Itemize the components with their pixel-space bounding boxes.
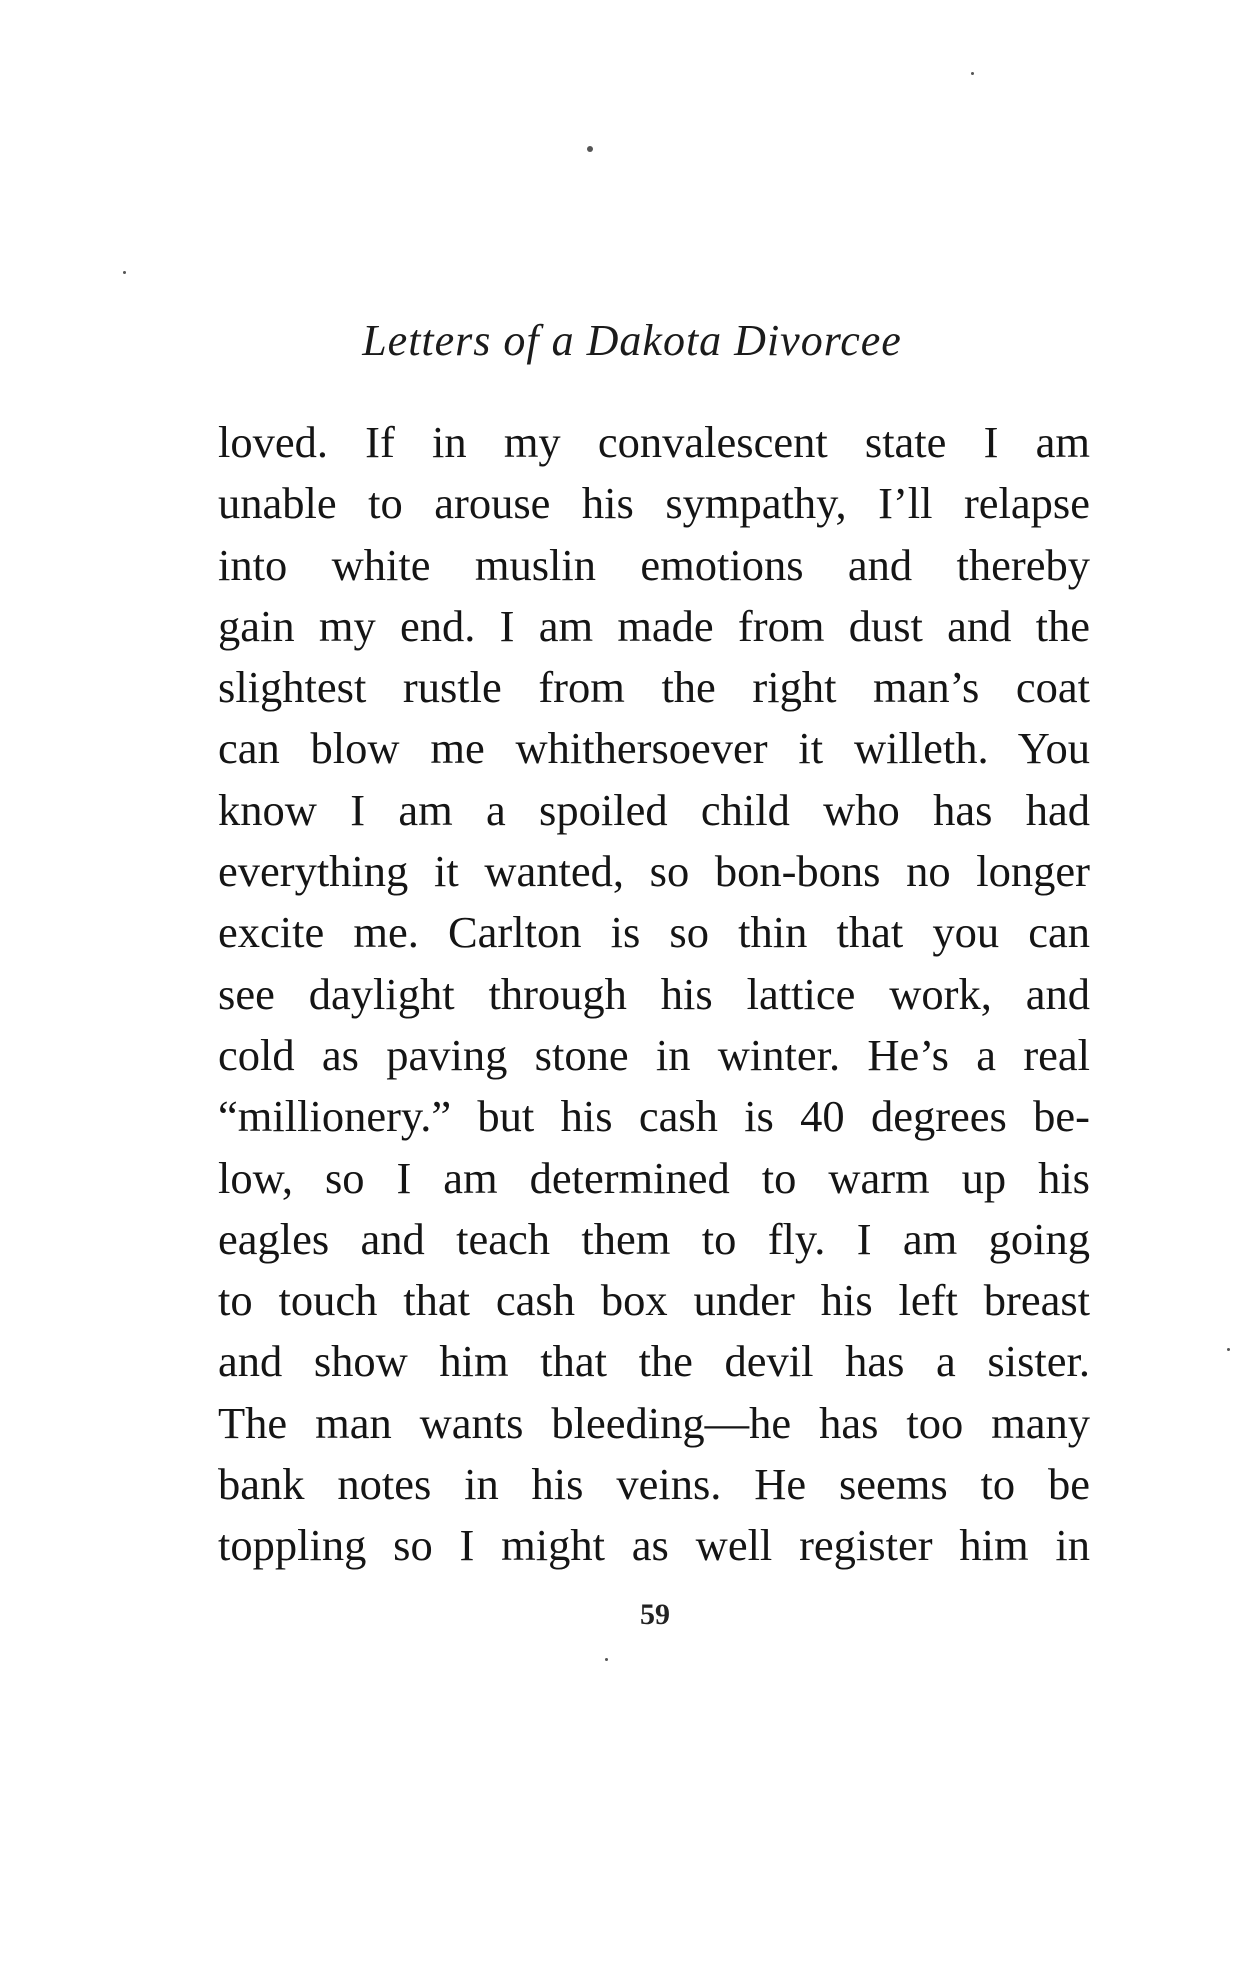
text-line: bank notes in his veins. He seems to be [218,1459,1090,1510]
text-line: know I am a spoiled child who has had [218,784,1090,835]
text-line: eagles and teach them to fly. I am going [218,1213,1090,1264]
print-speck [123,271,126,274]
text-line: and show him that the devil has a sister. [218,1336,1090,1387]
text-line: cold as paving stone in winter. He’s a real [218,1029,1090,1080]
text-line: see daylight through his lattice work, and [218,968,1090,1019]
text-line: low, so I am determined to warm up his [218,1152,1090,1203]
text-line: gain my end. I am made from dust and the [218,600,1090,651]
print-speck [1227,1348,1230,1351]
text-line: “millionery.” but his cash is 40 degrees be- [218,1091,1090,1142]
text-line: everything it wanted, so bon-bons no longer [218,846,1090,897]
text-line: excite me. Carlton is so thin that you can [218,907,1090,958]
running-head: Letters of a Dakota Divorcee [362,316,902,365]
text-line: The man wants bleeding—he has too many [218,1397,1090,1448]
text-line: can blow me whithersoever it willeth. You [218,723,1090,774]
page-number: 59 [640,1598,670,1631]
print-speck [605,1658,608,1661]
text-line: loved. If in my convalescent state I am [218,417,1090,467]
text-line: into white muslin emotions and thereby [218,539,1090,590]
body-text [218,412,1090,1577]
text-line: slightest rustle from the right man’s coat [218,662,1090,713]
text-line: to touch that cash box under his left breast [218,1275,1090,1326]
text-line: toppling so I might as well register him in [218,1520,1090,1571]
text-line: unable to arouse his sympathy, I’ll relapse [218,478,1090,529]
print-speck [587,146,593,152]
print-speck [971,72,974,75]
